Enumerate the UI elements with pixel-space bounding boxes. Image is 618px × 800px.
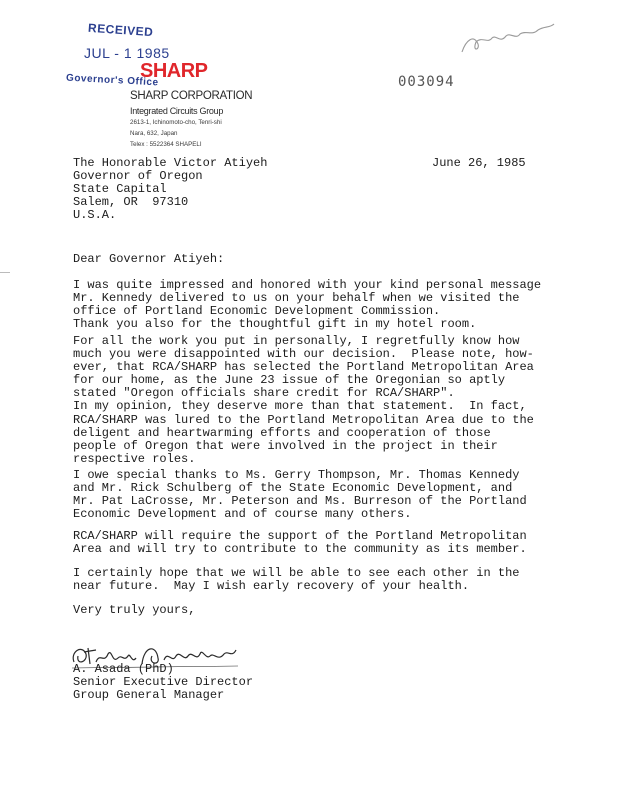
- closing: Very truly yours,: [73, 603, 196, 617]
- body-line: office of Portland Economic Development Commission.: [73, 304, 441, 319]
- body-line: Economic Development and of course many others.: [73, 507, 412, 522]
- paragraph-4: [73, 530, 527, 556]
- signer-title: Senior Executive Director: [73, 675, 254, 690]
- body-line: and Mr. Rick Schulberg of the State Economic Development, and: [73, 481, 513, 496]
- body-line: deligent and heartwarming efforts and cooperation of those: [73, 425, 491, 440]
- body-line: much you were disappointed with our decision. Please note, how-: [73, 347, 534, 362]
- body-line: respective roles.: [73, 451, 196, 466]
- body-line: stated "Oregon officials share credit for RCA/SHARP".: [73, 386, 455, 401]
- recipient-address: [73, 157, 267, 222]
- body-line: I owe special thanks to Ms. Gerry Thompson, Mr. Thomas Kennedy: [73, 468, 520, 482]
- received-stamp-date: JUL - 1 1985: [84, 45, 170, 61]
- body-line: I was quite impressed and honored with your kind personal message: [73, 278, 542, 292]
- recipient-line: Salem, OR 97310: [73, 195, 189, 210]
- sharp-logo: SHARP: [140, 60, 208, 82]
- document-number: 003094: [398, 74, 455, 90]
- recipient-line: State Capital: [73, 182, 167, 197]
- body-line: I certainly hope that we will be able to see each other in the: [73, 566, 520, 580]
- recipient-line: The Honorable Victor Atiyeh: [73, 156, 268, 170]
- company-telex: Telex : 5522364 SHAPELI: [130, 141, 202, 148]
- paragraph-1: [73, 279, 541, 331]
- company-address-2: Nara, 632, Japan: [130, 130, 178, 137]
- body-line: people of Oregon that were involved in the project in their: [73, 438, 498, 453]
- signer-name: A. Asada (PhD): [73, 662, 174, 676]
- handwritten-note: [458, 22, 558, 58]
- body-line: Area and will try to contribute to the community as its member.: [73, 542, 527, 557]
- company-name: SHARP CORPORATION: [130, 90, 253, 102]
- received-stamp-label: RECEIVED: [87, 20, 154, 40]
- body-line: Mr. Kennedy delivered to us on your behalf when we visited the: [73, 291, 520, 306]
- recipient-line: U.S.A.: [73, 208, 117, 223]
- letter-date: June 26, 1985: [432, 156, 526, 170]
- body-line: RCA/SHARP will require the support of the Portland Metropolitan: [73, 529, 527, 543]
- division-name: Integrated Circuits Group: [130, 106, 224, 116]
- signer-block: [73, 663, 253, 702]
- margin-mark: [0, 272, 10, 273]
- recipient-line: Governor of Oregon: [73, 169, 203, 184]
- signer-title: Group General Manager: [73, 688, 225, 703]
- company-address-1: 2613-1, Ichinomoto-cho, Tenri-shi: [130, 119, 222, 126]
- body-line: near future. May I wish early recovery of your health.: [73, 579, 470, 594]
- body-line: RCA/SHARP was lured to the Portland Metropolitan Area due to the: [73, 412, 534, 427]
- salutation: Dear Governor Atiyeh:: [73, 252, 225, 266]
- paragraph-2: [73, 335, 534, 466]
- paragraph-5: [73, 567, 519, 593]
- paragraph-3: [73, 469, 527, 521]
- body-line: In my opinion, they deserve more than that statement. In fact,: [73, 399, 527, 414]
- received-stamp-office: Governor's Office: [65, 72, 159, 89]
- body-line: for our home, as the June 23 issue of the Oregonian so aptly: [73, 373, 506, 388]
- body-line: Mr. Pat LaCrosse, Mr. Peterson and Ms. Burreson of the Portland: [73, 494, 527, 509]
- body-line: For all the work you put in personally, I regretfully know how: [73, 334, 520, 348]
- body-line: Thank you also for the thoughtful gift in my hotel room.: [73, 317, 477, 332]
- body-line: ever, that RCA/SHARP has selected the Portland Metropolitan Area: [73, 360, 534, 375]
